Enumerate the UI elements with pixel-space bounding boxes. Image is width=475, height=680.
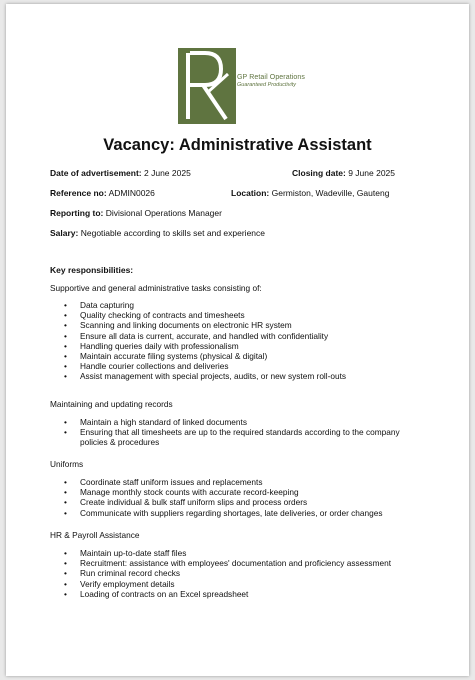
reporting-to-label: Reporting to:	[50, 208, 104, 218]
document-page	[6, 4, 469, 676]
salary	[50, 228, 265, 238]
list-item: • Handle courier collections and deliveries	[50, 361, 346, 371]
group-title-hr-payroll: HR & Payroll Assistance	[50, 530, 140, 540]
logo-tagline: Guaranteed Productivity	[237, 82, 297, 88]
list-item: • Data capturing	[50, 300, 346, 310]
closing-date	[292, 168, 395, 178]
logo-mark-icon	[178, 48, 236, 124]
reference-number-value: ADMIN0026	[108, 188, 155, 198]
list-item: • Handling queries daily with professionalism	[50, 341, 346, 351]
page-title: Vacancy: Administrative Assistant	[103, 136, 372, 154]
list-item: • Ensuring that all timesheets are up to the required standards according to the company policies & procedures	[50, 427, 405, 447]
advertisement-date-label: Date of advertisement:	[50, 168, 142, 178]
records-task-list	[50, 417, 405, 448]
list-item: • Run criminal record checks	[50, 568, 391, 578]
admin-task-list	[50, 300, 346, 382]
closing-date-label: Closing date:	[292, 168, 346, 178]
advertisement-date	[50, 168, 191, 178]
list-item: • Maintain accurate filing systems (physical & digital)	[50, 351, 346, 361]
group-title-admin: Supportive and general administrative tasks consisting of:	[50, 283, 262, 293]
group-title-records: Maintaining and updating records	[50, 399, 173, 409]
list-item: • Assist management with special projects, audits, or new system roll-outs	[50, 371, 346, 381]
responsibilities-heading: Key responsibilities:	[50, 265, 134, 275]
location	[231, 188, 389, 198]
list-item: • Verify employment details	[50, 579, 391, 589]
list-item: • Ensure all data is current, accurate, and handled with confidentiality	[50, 331, 346, 341]
company-logo	[178, 48, 312, 128]
reference-number	[50, 188, 155, 198]
closing-date-value: 9 June 2025	[348, 168, 396, 178]
list-item: • Coordinate staff uniform issues and replacements	[50, 477, 383, 487]
list-item: • Maintain a high standard of linked documents	[50, 417, 405, 427]
reference-number-label: Reference no:	[50, 188, 107, 198]
list-item: • Recruitment: assistance with employees' documentation and proficiency assessment	[50, 558, 391, 568]
list-item: • Quality checking of contracts and timesheets	[50, 310, 346, 320]
uniforms-task-list	[50, 477, 383, 518]
list-item: • Manage monthly stock counts with accurate record-keeping	[50, 487, 383, 497]
list-item: • Communicate with suppliers regarding shortages, late deliveries, or order changes	[50, 508, 383, 518]
list-item: • Scanning and linking documents on electronic HR system	[50, 320, 346, 330]
advertisement-date-value: 2 June 2025	[144, 168, 191, 178]
list-item: • Create individual & bulk staff uniform slips and process orders	[50, 497, 383, 507]
reporting-to	[50, 208, 222, 218]
salary-value: Negotiable according to skills set and experience	[80, 228, 266, 238]
salary-label: Salary:	[50, 228, 79, 238]
logo-company-name: GP Retail Operations	[237, 74, 306, 81]
reporting-to-value: Divisional Operations Manager	[105, 208, 222, 218]
hr-payroll-task-list	[50, 548, 391, 599]
list-item: • Maintain up-to-date staff files	[50, 548, 391, 558]
location-label: Location:	[231, 188, 270, 198]
group-title-uniforms: Uniforms	[50, 459, 84, 469]
location-value: Germiston, Wadeville, Gauteng	[271, 188, 390, 198]
list-item: • Loading of contracts on an Excel spreadsheet	[50, 589, 391, 599]
